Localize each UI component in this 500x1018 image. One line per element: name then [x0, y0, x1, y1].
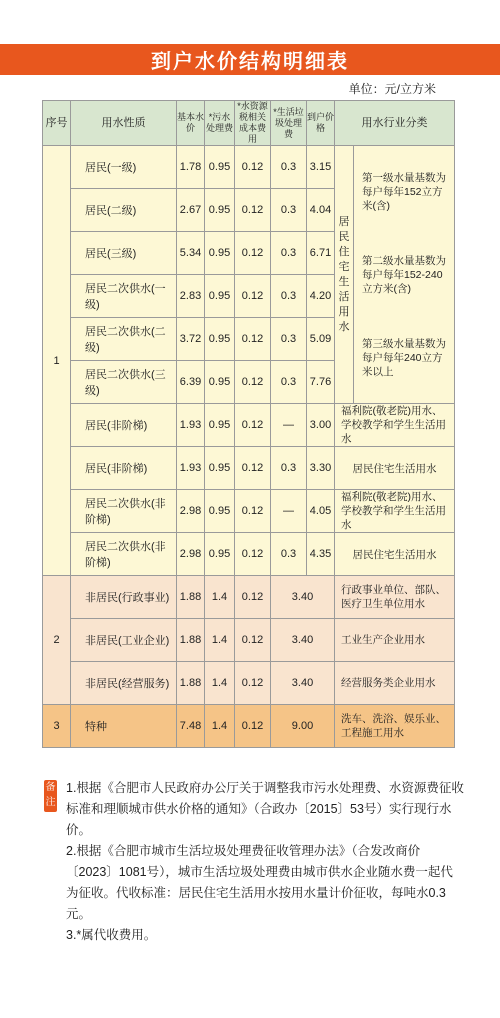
- total-price-cell: 6.71: [307, 232, 335, 275]
- sewage-fee-cell: 1.4: [205, 662, 235, 705]
- base-price-cell: 2.98: [177, 490, 205, 533]
- category-cell: 行政事业单位、部队、医疗卫生单位用水: [335, 576, 455, 619]
- seq-cell: 3: [43, 705, 71, 748]
- water-resource-fee-cell: 0.12: [235, 146, 271, 189]
- total-price-cell: 3.40: [271, 576, 335, 619]
- type-cell: 居民(一级): [71, 146, 177, 189]
- table-row: [43, 146, 455, 189]
- sewage-fee-cell: 0.95: [205, 232, 235, 275]
- total-price-cell: 3.40: [271, 619, 335, 662]
- base-price-cell: 1.93: [177, 447, 205, 490]
- sewage-fee-cell: 0.95: [205, 361, 235, 404]
- sewage-fee-cell: 0.95: [205, 146, 235, 189]
- base-price-cell: 6.39: [177, 361, 205, 404]
- garbage-fee-cell: —: [271, 404, 307, 447]
- note-item: 3.*属代收费用。: [66, 928, 157, 942]
- water-resource-fee-cell: 0.12: [235, 576, 271, 619]
- garbage-fee-cell: 0.3: [271, 232, 307, 275]
- garbage-fee-cell: 0.3: [271, 533, 307, 576]
- note-item: 1.根据《合肥市人民政府办公厅关于调整我市污水处理费、水资源费征收标准和理顺城市供水价格的通知》（合政办〔2015〕53号）实行现行水价。: [66, 781, 464, 837]
- total-price-cell: 4.35: [307, 533, 335, 576]
- type-cell: 居民(二级): [71, 189, 177, 232]
- total-price-cell: 4.05: [307, 490, 335, 533]
- garbage-fee-cell: 0.3: [271, 275, 307, 318]
- type-cell: 居民二次供水(三级): [71, 361, 177, 404]
- table-row: [43, 662, 455, 705]
- residential-vertical-label: 居 民 住 宅 生 活 用 水: [335, 146, 354, 403]
- base-price-cell: 1.78: [177, 146, 205, 189]
- table-row: [43, 404, 455, 447]
- base-price-cell: 5.34: [177, 232, 205, 275]
- base-price-cell: 2.83: [177, 275, 205, 318]
- base-price-cell: 1.93: [177, 404, 205, 447]
- type-cell: 居民二次供水(非阶梯): [71, 533, 177, 576]
- table-row: [43, 576, 455, 619]
- total-price-cell: 3.00: [307, 404, 335, 447]
- tier2-text: 第二级水量基数为每户每年152-240立方米(含): [362, 254, 446, 295]
- water-resource-fee-cell: 0.12: [235, 189, 271, 232]
- notes-section: [44, 778, 464, 946]
- type-cell: 特种: [71, 705, 177, 748]
- sewage-fee-cell: 0.95: [205, 404, 235, 447]
- total-price-cell: 3.30: [307, 447, 335, 490]
- type-cell: 非居民(行政事业): [71, 576, 177, 619]
- category-cell: 工业生产企业用水: [335, 619, 455, 662]
- table-row: [43, 533, 455, 576]
- total-price-cell: 7.76: [307, 361, 335, 404]
- sewage-fee-cell: 1.4: [205, 576, 235, 619]
- type-cell: 居民(三级): [71, 232, 177, 275]
- table-header-row: [43, 101, 455, 146]
- base-price-cell: 7.48: [177, 705, 205, 748]
- table-row: [43, 705, 455, 748]
- tier3-text: 第三级水量基数为每户每年240立方米以上: [362, 337, 446, 378]
- base-price-cell: 1.88: [177, 662, 205, 705]
- total-price-cell: 5.09: [307, 318, 335, 361]
- table-row: [43, 447, 455, 490]
- water-resource-fee-cell: 0.12: [235, 275, 271, 318]
- category-cell: 洗车、洗浴、娱乐业、工程施工用水: [335, 705, 455, 748]
- price-table: [42, 100, 455, 748]
- page-title: 到户水价结构明细表: [151, 51, 349, 73]
- garbage-fee-cell: 0.3: [271, 146, 307, 189]
- category-cell: 居民住宅生活用水: [335, 533, 455, 576]
- seq-cell: 1: [43, 146, 71, 576]
- notes-body: [66, 778, 464, 946]
- total-price-cell: 4.20: [307, 275, 335, 318]
- sewage-fee-cell: 0.95: [205, 533, 235, 576]
- type-cell: 非居民(经营服务): [71, 662, 177, 705]
- base-price-cell: 2.67: [177, 189, 205, 232]
- header-water-resource: *水资源税相关成本费用: [235, 101, 271, 146]
- base-price-cell: 1.88: [177, 619, 205, 662]
- seq-cell: 2: [43, 576, 71, 705]
- category-cell: 福利院(敬老院)用水、学校教学和学生生活用水: [335, 404, 455, 447]
- water-resource-fee-cell: 0.12: [235, 490, 271, 533]
- category-cell: 福利院(敬老院)用水、学校教学和学生生活用水: [335, 490, 455, 533]
- water-resource-fee-cell: 0.12: [235, 662, 271, 705]
- residential-tier-category: [335, 146, 455, 404]
- header-garbage: *生活垃圾处理费: [271, 101, 307, 146]
- water-resource-fee-cell: 0.12: [235, 619, 271, 662]
- header-seq: 序号: [43, 101, 71, 146]
- total-price-cell: 3.15: [307, 146, 335, 189]
- header-sewage: *污水处理费: [205, 101, 235, 146]
- garbage-fee-cell: 0.3: [271, 318, 307, 361]
- header-type: 用水性质: [71, 101, 177, 146]
- base-price-cell: 3.72: [177, 318, 205, 361]
- header-total: 到户价格: [307, 101, 335, 146]
- header-category: 用水行业分类: [335, 101, 455, 146]
- water-resource-fee-cell: 0.12: [235, 533, 271, 576]
- water-resource-fee-cell: 0.12: [235, 404, 271, 447]
- category-cell: 居民住宅生活用水: [335, 447, 455, 490]
- water-resource-fee-cell: 0.12: [235, 447, 271, 490]
- sewage-fee-cell: 1.4: [205, 619, 235, 662]
- title-banner: [0, 44, 500, 75]
- type-cell: 居民二次供水(二级): [71, 318, 177, 361]
- header-base: 基本水价: [177, 101, 205, 146]
- total-price-cell: 9.00: [271, 705, 335, 748]
- water-resource-fee-cell: 0.12: [235, 361, 271, 404]
- total-price-cell: 3.40: [271, 662, 335, 705]
- sewage-fee-cell: 1.4: [205, 705, 235, 748]
- type-cell: 居民(非阶梯): [71, 447, 177, 490]
- sewage-fee-cell: 0.95: [205, 275, 235, 318]
- garbage-fee-cell: —: [271, 490, 307, 533]
- sewage-fee-cell: 0.95: [205, 490, 235, 533]
- unit-label: 单位：元/立方米: [348, 82, 436, 96]
- water-resource-fee-cell: 0.12: [235, 232, 271, 275]
- tier1-text: 第一级水量基数为每户每年152立方米(含): [362, 171, 446, 212]
- base-price-cell: 1.88: [177, 576, 205, 619]
- garbage-fee-cell: 0.3: [271, 189, 307, 232]
- type-cell: 居民二次供水(一级): [71, 275, 177, 318]
- note-item: 2.根据《合肥市城市生活垃圾处理费征收管理办法》（合发改商价〔2023〕1081号），城市生活垃圾处理费由城市供水企业随水费一起代为征收。代收标准：居民住宅生活用水按用水量计价征收，每吨水0.3元。: [66, 844, 453, 921]
- garbage-fee-cell: 0.3: [271, 361, 307, 404]
- sewage-fee-cell: 0.95: [205, 447, 235, 490]
- notes-tag: 备 注: [44, 780, 57, 812]
- table-row: [43, 619, 455, 662]
- total-price-cell: 4.04: [307, 189, 335, 232]
- sewage-fee-cell: 0.95: [205, 189, 235, 232]
- type-cell: 居民二次供水(非阶梯): [71, 490, 177, 533]
- type-cell: 非居民(工业企业): [71, 619, 177, 662]
- base-price-cell: 2.98: [177, 533, 205, 576]
- type-cell: 居民(非阶梯): [71, 404, 177, 447]
- category-cell: 经营服务类企业用水: [335, 662, 455, 705]
- table-row: [43, 490, 455, 533]
- water-resource-fee-cell: 0.12: [235, 318, 271, 361]
- garbage-fee-cell: 0.3: [271, 447, 307, 490]
- water-resource-fee-cell: 0.12: [235, 705, 271, 748]
- sewage-fee-cell: 0.95: [205, 318, 235, 361]
